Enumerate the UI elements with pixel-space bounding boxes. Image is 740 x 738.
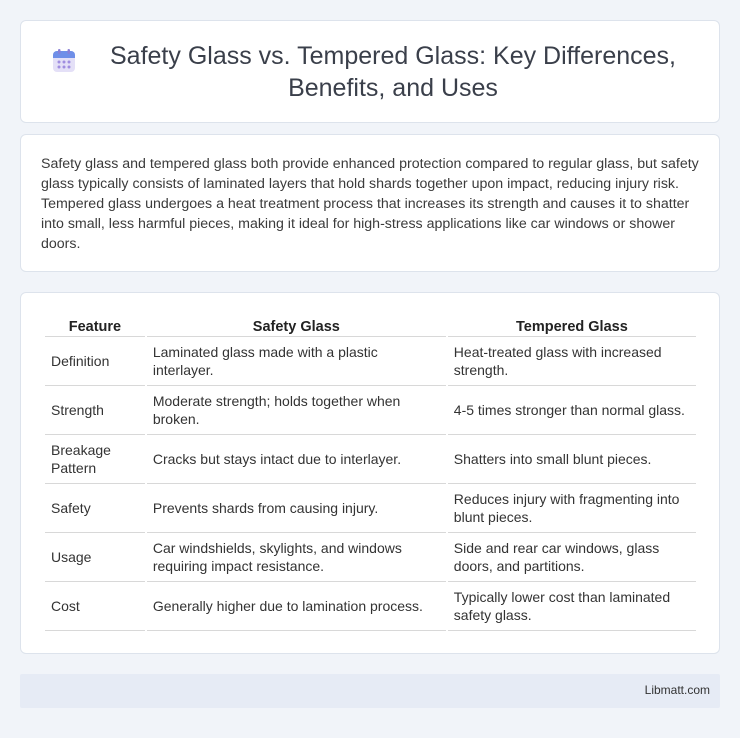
calendar-icon [51,48,77,74]
safety-glass-cell: Car windshields, skylights, and windows requiring impact resistance. [147,533,446,582]
safety-glass-cell: Laminated glass made with a plastic interlayer. [147,337,446,386]
table-row [45,582,696,631]
safety-glass-cell: Cracks but stays intact due to interlayer. [147,435,446,484]
feature-cell: Cost [45,582,145,631]
footer-bar [20,674,720,708]
tempered-glass-cell: Reduces injury with fragmenting into blunt pieces. [448,484,696,533]
title-card [20,20,720,123]
feature-cell: Strength [45,386,145,435]
safety-glass-cell: Generally higher due to lamination process. [147,582,446,631]
table-row [45,386,696,435]
header-safety-glass: Safety Glass [147,315,446,337]
comparison-table [43,315,698,631]
feature-cell: Definition [45,337,145,386]
tempered-glass-cell: 4-5 times stronger than normal glass. [448,386,696,435]
page-title: Safety Glass vs. Tempered Glass: Key Differences, Benefits, and Uses [110,41,676,102]
table-row [45,337,696,386]
table-row [45,435,696,484]
feature-cell: Usage [45,533,145,582]
comparison-card [20,292,720,654]
tempered-glass-cell: Side and rear car windows, glass doors, and partitions. [448,533,696,582]
tempered-glass-cell: Typically lower cost than laminated safety glass. [448,582,696,631]
intro-card [20,134,720,272]
feature-cell: Breakage Pattern [45,435,145,484]
intro-paragraph: Safety glass and tempered glass both provide enhanced protection compared to regular glass, but safety glass typically consists of laminated layers that hold shards together upon impact, reducing injury risk. Tempered glass undergoes a heat treatment process that increases its strength and causes it to shatter into small, less harmful pieces, making it ideal for high-stress applications like car windows or shower doors. [41,156,699,252]
feature-cell: Safety [45,484,145,533]
header-tempered-glass: Tempered Glass [448,315,696,337]
safety-glass-cell: Prevents shards from causing injury. [147,484,446,533]
tempered-glass-cell: Heat-treated glass with increased strength. [448,337,696,386]
footer-site-link[interactable]: Libmatt.com [644,683,710,697]
tempered-glass-cell: Shatters into small blunt pieces. [448,435,696,484]
header-feature: Feature [45,315,145,337]
table-row [45,533,696,582]
table-header-row [45,315,696,337]
safety-glass-cell: Moderate strength; holds together when broken. [147,386,446,435]
table-row [45,484,696,533]
